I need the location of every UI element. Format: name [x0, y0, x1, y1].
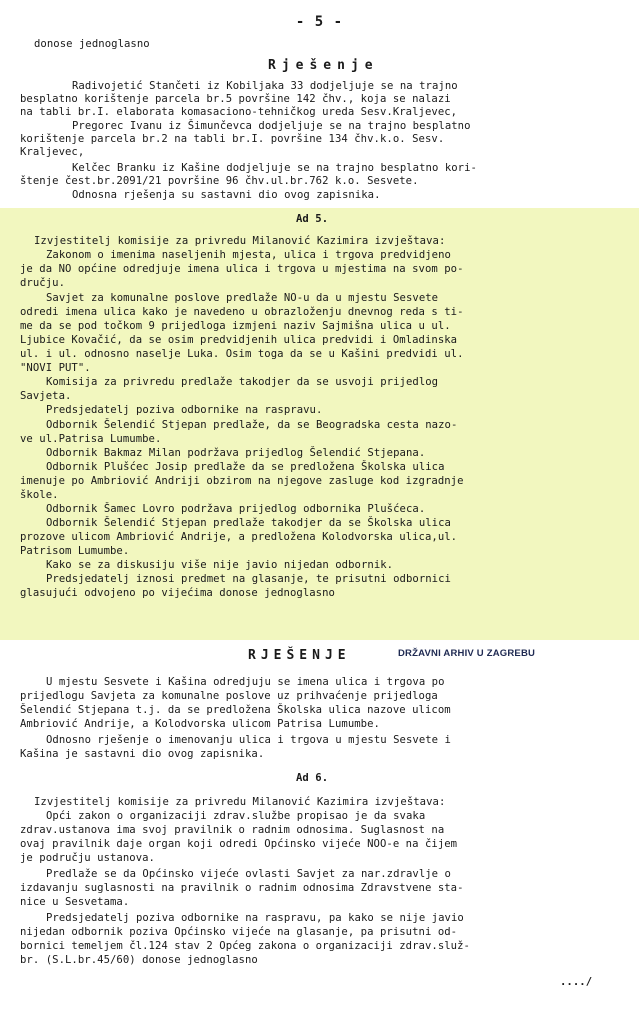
section4-line: Opći zakon o organizaciji zdrav.službe propisao je da svaka [46, 810, 426, 822]
section2-line: Odbornik Bakmaz Milan podržava prijedlog Šelendić Stjepana. [46, 447, 426, 459]
section2-line: "NOVI PUT". [20, 362, 91, 374]
section1-line: Kraljevec, [20, 146, 85, 158]
section3-line: U mjestu Sesvete i Kašina odredjuju se imena ulica i trgova po [46, 676, 445, 688]
section2-line: Odbornik Šelendić Stjepan predlaže, da se Beogradska cesta nazo- [46, 419, 458, 431]
section3-line: Kašina je sastavni dio ovog zapisnika. [20, 748, 265, 760]
section2-line: Predsjedatelj poziva odbornike na raspravu. [46, 404, 323, 416]
continuation-mark: ..../ [560, 976, 593, 988]
section2-line: Ljubice Kovačić, da se osim predvidjenih ulica predvidi i Omladinska [20, 334, 458, 346]
section2-line: glasujući odvojeno po vijećima donose jednoglasno [20, 587, 335, 599]
section4-line: bornici temeljem čl.124 stav 2 Općeg zakona o organizaciji zdrav.služ- [20, 940, 470, 952]
section2-line: Komisija za privredu predlaže takodjer da se usvoji prijedlog [46, 376, 439, 388]
section2-line: imenuje po Ambriović Andriji obzirom na njegove zasluge kod izgradnje [20, 475, 464, 487]
section4-line: izdavanju suglasnosti na pravilnik o radnim odnosima Zdravstvene sta- [20, 882, 464, 894]
section3-line: Odnosno rješenje o imenovanju ulica i trgova u mjestu Sesvete i [46, 734, 451, 746]
section2-line: Predsjedatelj iznosi predmet na glasanje, te prisutni odbornici [46, 573, 451, 585]
section2-line: Kako se za diskusiju više nije javio nijedan odbornik. [46, 559, 394, 571]
section2-line: Odbornik Šamec Lovro podržava prijedlog odbornika Plušćeca. [46, 503, 426, 515]
opening-line: donose jednoglasno [34, 38, 150, 50]
section1-line: na tabli br.I. elaborata komasaciono-tehničkog ureda Sesv.Kraljevec, [20, 106, 458, 118]
section2-line: Odbornik Šelendić Stjepan predlaže takodjer da se Školska ulica [46, 517, 451, 529]
section4-heading: Ad 6. [296, 772, 329, 784]
section2-line: Zakonom o imenima naseljenih mjesta, ulica i trgova predvidjeno [46, 249, 451, 261]
section2-heading: Ad 5. [296, 213, 329, 225]
section4-line: nijedan odbornik poziva Općinsko vijeće na glasanje, pa prisutni od- [20, 926, 458, 938]
section2-line: ve ul.Patrisa Lumumbe. [20, 433, 162, 445]
section4-line: Predsjedatelj poziva odbornike na raspravu, pa kako se nije javio [46, 912, 464, 924]
section4-line: je području ustanova. [20, 852, 155, 864]
section1-line: korištenje parcela br.2 na tabli br.I. površine 134 čhv.k.o. Sesv. [20, 133, 445, 145]
section1-line: Kelčec Branku iz Kašine dodjeljuje se na trajno besplatno kori- [72, 162, 477, 174]
section3-title: RJEŠENJE [248, 648, 351, 663]
section2-line: ul. i ul. odnosno naselje Luka. Osim toga da se u Kašini predvidi ul. [20, 348, 464, 360]
section1-line: Pregorec Ivanu iz Šimunčevca dodjeljuje se na trajno besplatno [72, 120, 471, 132]
section2-line: je da NO općine odredjuje imena ulica i trgova u mjestima na svom po- [20, 263, 464, 275]
section2-line: dručju. [20, 277, 65, 289]
section2-line: Odbornik Plušćec Josip predlaže da se predložena Školska ulica [46, 461, 445, 473]
section1-line: štenje čest.br.2091/21 površine 96 čhv.ul.br.762 k.o. Sesvete. [20, 175, 419, 187]
section2-line: prozove ulicom Ambriović Andrije, a predložena Kolodvorska ulica,ul. [20, 531, 458, 543]
section3-line: prijedlogu Savjeta za komunalne poslove uz prihvaćenje prijedloga [20, 690, 438, 702]
section1-line: Radivojetić Stančeti iz Kobiljaka 33 dodjeljuje se na trajno [72, 80, 458, 92]
section1-line: Odnosna rješenja su sastavni dio ovog zapisnika. [72, 189, 381, 201]
section2-line: škole. [20, 489, 59, 501]
section1-line: besplatno korištenje parcela br.5 površine 142 čhv., koja se nalazi [20, 93, 451, 105]
section3-line: Šelendić Stjepana t.j. da se predložena Školska ulica nazove ulicom [20, 704, 451, 716]
archive-stamp: DRŽAVNI ARHIV U ZAGREBU [398, 648, 536, 659]
section2-line: me da se pod točkom 9 prijedloga izmjeni naziv Sajmišna ulica u ul. [20, 320, 451, 332]
section4-line: Izvjestitelj komisije za privredu Milanović Kazimira izvještava: [34, 796, 446, 808]
page-number: - 5 - [295, 14, 344, 30]
section4-line: br. (S.L.br.45/60) donose jednoglasno [20, 954, 258, 966]
section2-line: Savjet za komunalne poslove predlaže NO-u da u mjestu Sesvete [46, 292, 439, 304]
section4-line: ovaj pravilnik daje organ koji odredi Općinsko vijeće NOO-e na čijem [20, 838, 458, 850]
section4-line: nice u Sesvetama. [20, 896, 130, 908]
section2-line: Savjeta. [20, 390, 72, 402]
section1-title: Rješenje [268, 58, 379, 73]
section2-line: Izvjestitelj komisije za privredu Milanović Kazimira izvještava: [34, 235, 446, 247]
section3-line: Ambriović Andrije, a Kolodvorska ulicom Patrisa Lumumbe. [20, 718, 380, 730]
section4-line: zdrav.ustanova ima svoj pravilnik o radnim odnosima. Suglasnost na [20, 824, 445, 836]
section2-line: Patrisom Lumumbe. [20, 545, 130, 557]
section2-line: odredi imena ulica kako je navedeno u obrazloženju dnevnog reda s ti- [20, 306, 464, 318]
section4-line: Predlaže se da Općinsko vijeće ovlasti Savjet za nar.zdravlje o [46, 868, 451, 880]
